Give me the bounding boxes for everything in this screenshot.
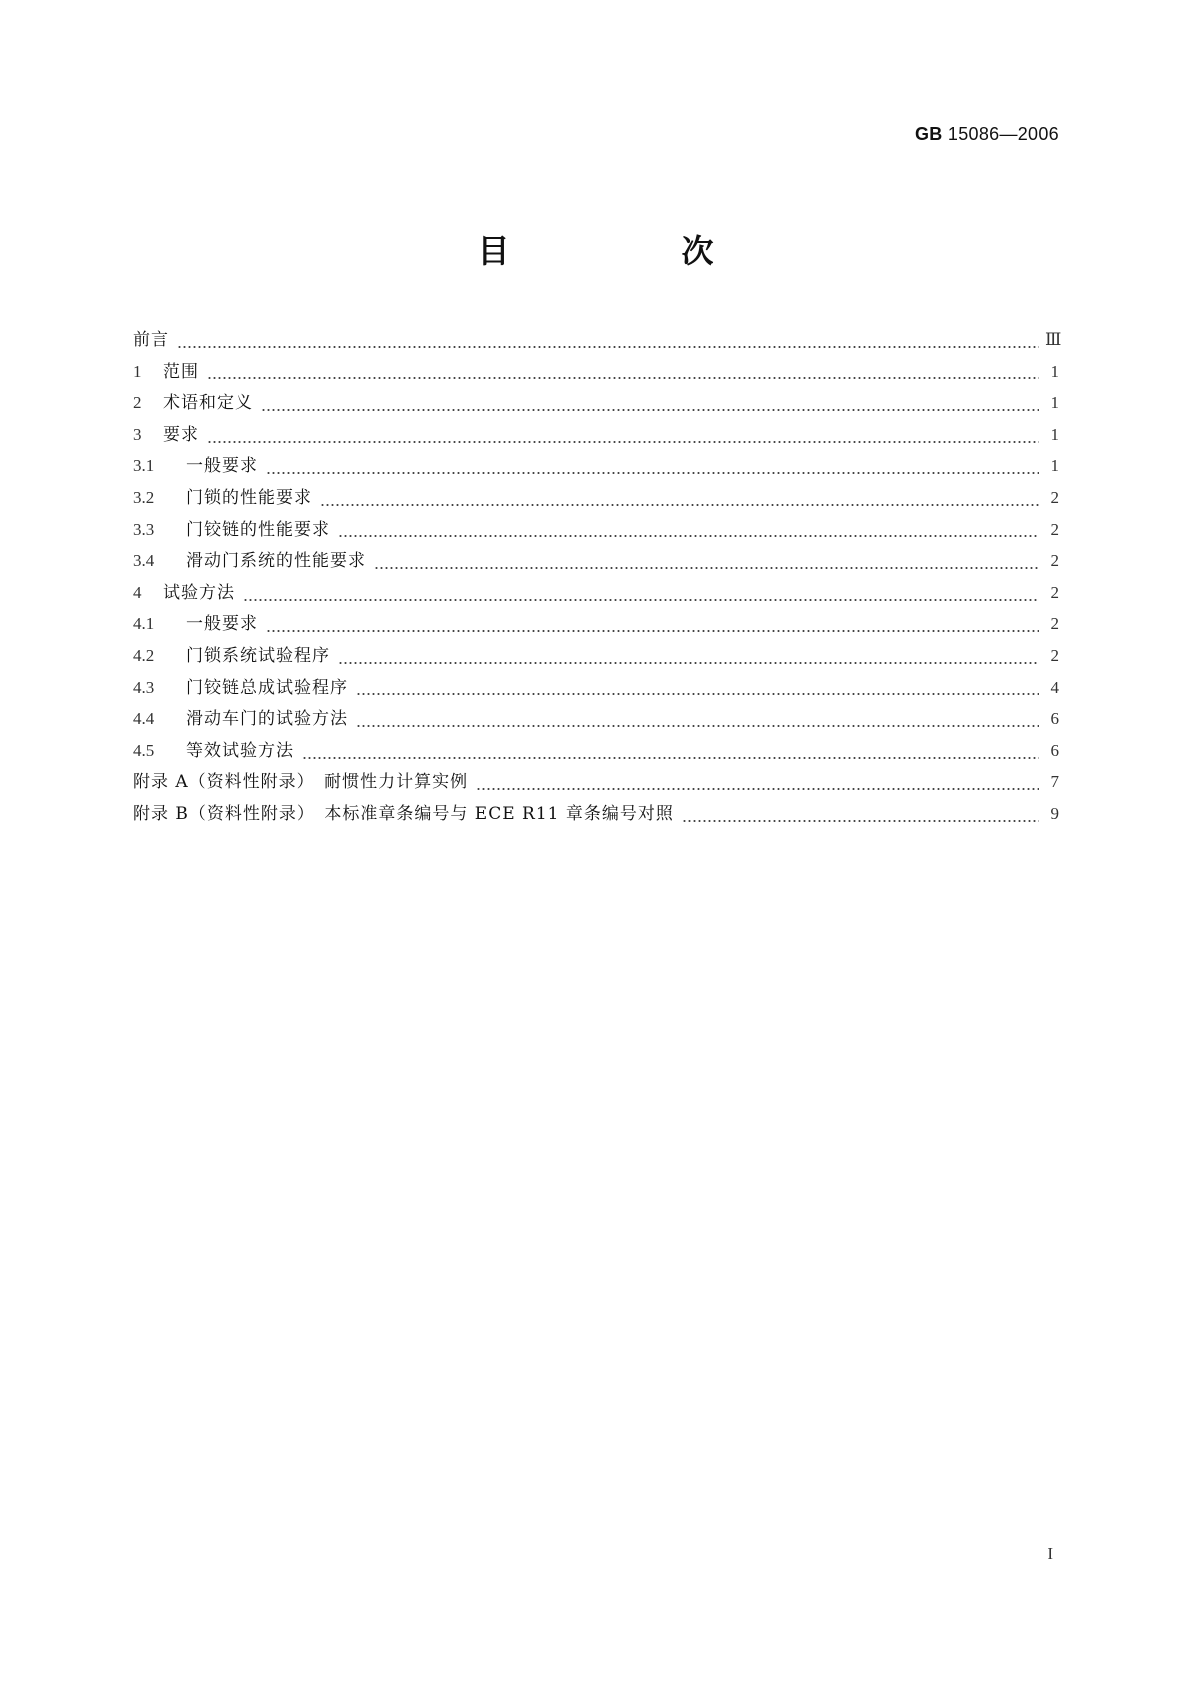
toc-entry-label: 范围 bbox=[163, 361, 199, 382]
toc-entry[interactable] bbox=[133, 514, 1059, 546]
toc-dot-leader bbox=[243, 584, 1039, 602]
toc-dot-leader bbox=[320, 489, 1039, 507]
toc-entry[interactable] bbox=[133, 450, 1059, 482]
toc-entry-page: Ⅲ bbox=[1045, 330, 1062, 349]
toc-dot-leader bbox=[207, 426, 1039, 444]
toc-entry-page: 1 bbox=[1050, 393, 1059, 413]
toc-entry-page: 2 bbox=[1050, 487, 1059, 507]
toc-entry-label: 附录 B（资料性附录） 本标准章条编号与 ECE R11 章条编号对照 bbox=[133, 803, 674, 824]
toc-entry-label: 附录 A（资料性附录） 耐惯性力计算实例 bbox=[133, 772, 469, 793]
toc-entry[interactable] bbox=[133, 482, 1059, 514]
standard-code bbox=[915, 124, 1059, 145]
toc-dot-leader bbox=[207, 362, 1039, 380]
toc-entry-number: 4.4 bbox=[133, 709, 155, 729]
toc-entry[interactable] bbox=[133, 640, 1059, 672]
toc-entry-number: 4.1 bbox=[133, 614, 155, 634]
toc-entry-label: 前言 bbox=[133, 330, 169, 350]
page-title: 目 次 bbox=[477, 232, 784, 270]
toc-entry[interactable] bbox=[133, 766, 1059, 798]
toc-entry-page: 2 bbox=[1050, 551, 1059, 571]
toc-entry[interactable] bbox=[133, 387, 1059, 419]
toc-entry-page: 6 bbox=[1050, 709, 1059, 729]
standard-code-number: 15086—2006 bbox=[947, 124, 1059, 144]
toc-entry-page: 9 bbox=[1050, 803, 1059, 823]
toc-entry-number: 3.2 bbox=[133, 487, 155, 507]
toc-dot-leader bbox=[356, 710, 1039, 728]
toc-entry-number: 2 bbox=[133, 393, 142, 413]
standard-code-prefix: GB bbox=[914, 124, 943, 144]
toc-entry-page: 2 bbox=[1050, 645, 1059, 665]
toc-entry-label: 门锁系统试验程序 bbox=[186, 645, 330, 666]
toc-entry[interactable] bbox=[133, 703, 1059, 735]
toc-entry[interactable] bbox=[133, 419, 1059, 451]
toc-entry[interactable] bbox=[133, 672, 1059, 704]
toc-entry-label: 等效试验方法 bbox=[186, 740, 294, 761]
toc-dot-leader bbox=[266, 615, 1039, 633]
toc-entry[interactable] bbox=[133, 324, 1062, 356]
toc-entry-number: 3.4 bbox=[133, 551, 155, 571]
toc-entry-label: 滑动车门的试验方法 bbox=[186, 709, 348, 730]
toc-entry-label: 试验方法 bbox=[163, 582, 235, 603]
table-of-contents bbox=[133, 324, 1062, 830]
toc-dot-leader bbox=[302, 742, 1039, 760]
toc-dot-leader bbox=[476, 773, 1039, 791]
toc-entry-label: 门铰链总成试验程序 bbox=[186, 677, 348, 698]
toc-entry-page: 6 bbox=[1050, 740, 1059, 760]
toc-entry-label: 门铰链的性能要求 bbox=[186, 519, 330, 540]
toc-dot-leader bbox=[177, 331, 1039, 349]
toc-dot-leader bbox=[356, 678, 1039, 696]
toc-entry-label: 滑动门系统的性能要求 bbox=[186, 551, 366, 572]
toc-dot-leader bbox=[266, 457, 1039, 475]
toc-entry[interactable] bbox=[133, 577, 1059, 609]
page-number: I bbox=[1047, 1544, 1053, 1563]
toc-entry-page: 1 bbox=[1050, 456, 1059, 476]
toc-entry-number: 1 bbox=[133, 361, 142, 381]
toc-dot-leader bbox=[338, 520, 1039, 538]
toc-entry-label: 要求 bbox=[163, 424, 199, 445]
toc-entry-number: 4.3 bbox=[133, 677, 155, 697]
toc-entry[interactable] bbox=[133, 356, 1059, 388]
toc-entry-page: 4 bbox=[1050, 677, 1059, 697]
toc-entry-number: 3.1 bbox=[133, 456, 155, 476]
toc-entry-page: 1 bbox=[1050, 424, 1059, 444]
toc-dot-leader bbox=[374, 552, 1039, 570]
toc-dot-leader bbox=[261, 394, 1039, 412]
toc-entry-label: 一般要求 bbox=[186, 456, 258, 477]
toc-entry-page: 2 bbox=[1050, 519, 1059, 539]
toc-entry[interactable] bbox=[133, 798, 1059, 830]
toc-entry-number: 4 bbox=[133, 582, 142, 602]
toc-entry-number: 4.5 bbox=[133, 740, 155, 760]
toc-entry-number: 4.2 bbox=[133, 645, 155, 665]
toc-entry-page: 7 bbox=[1050, 772, 1059, 792]
toc-entry-page: 2 bbox=[1050, 614, 1059, 634]
toc-entry-number: 3 bbox=[133, 424, 142, 444]
toc-entry[interactable] bbox=[133, 608, 1059, 640]
toc-dot-leader bbox=[682, 805, 1039, 823]
toc-dot-leader bbox=[338, 647, 1039, 665]
toc-entry-label: 一般要求 bbox=[186, 614, 258, 635]
toc-entry-number: 3.3 bbox=[133, 519, 155, 539]
toc-entry-page: 2 bbox=[1050, 582, 1059, 602]
toc-entry-label: 门锁的性能要求 bbox=[186, 487, 312, 508]
toc-entry[interactable] bbox=[133, 735, 1059, 767]
toc-entry[interactable] bbox=[133, 545, 1059, 577]
toc-entry-page: 1 bbox=[1050, 361, 1059, 381]
toc-entry-label: 术语和定义 bbox=[163, 393, 253, 414]
